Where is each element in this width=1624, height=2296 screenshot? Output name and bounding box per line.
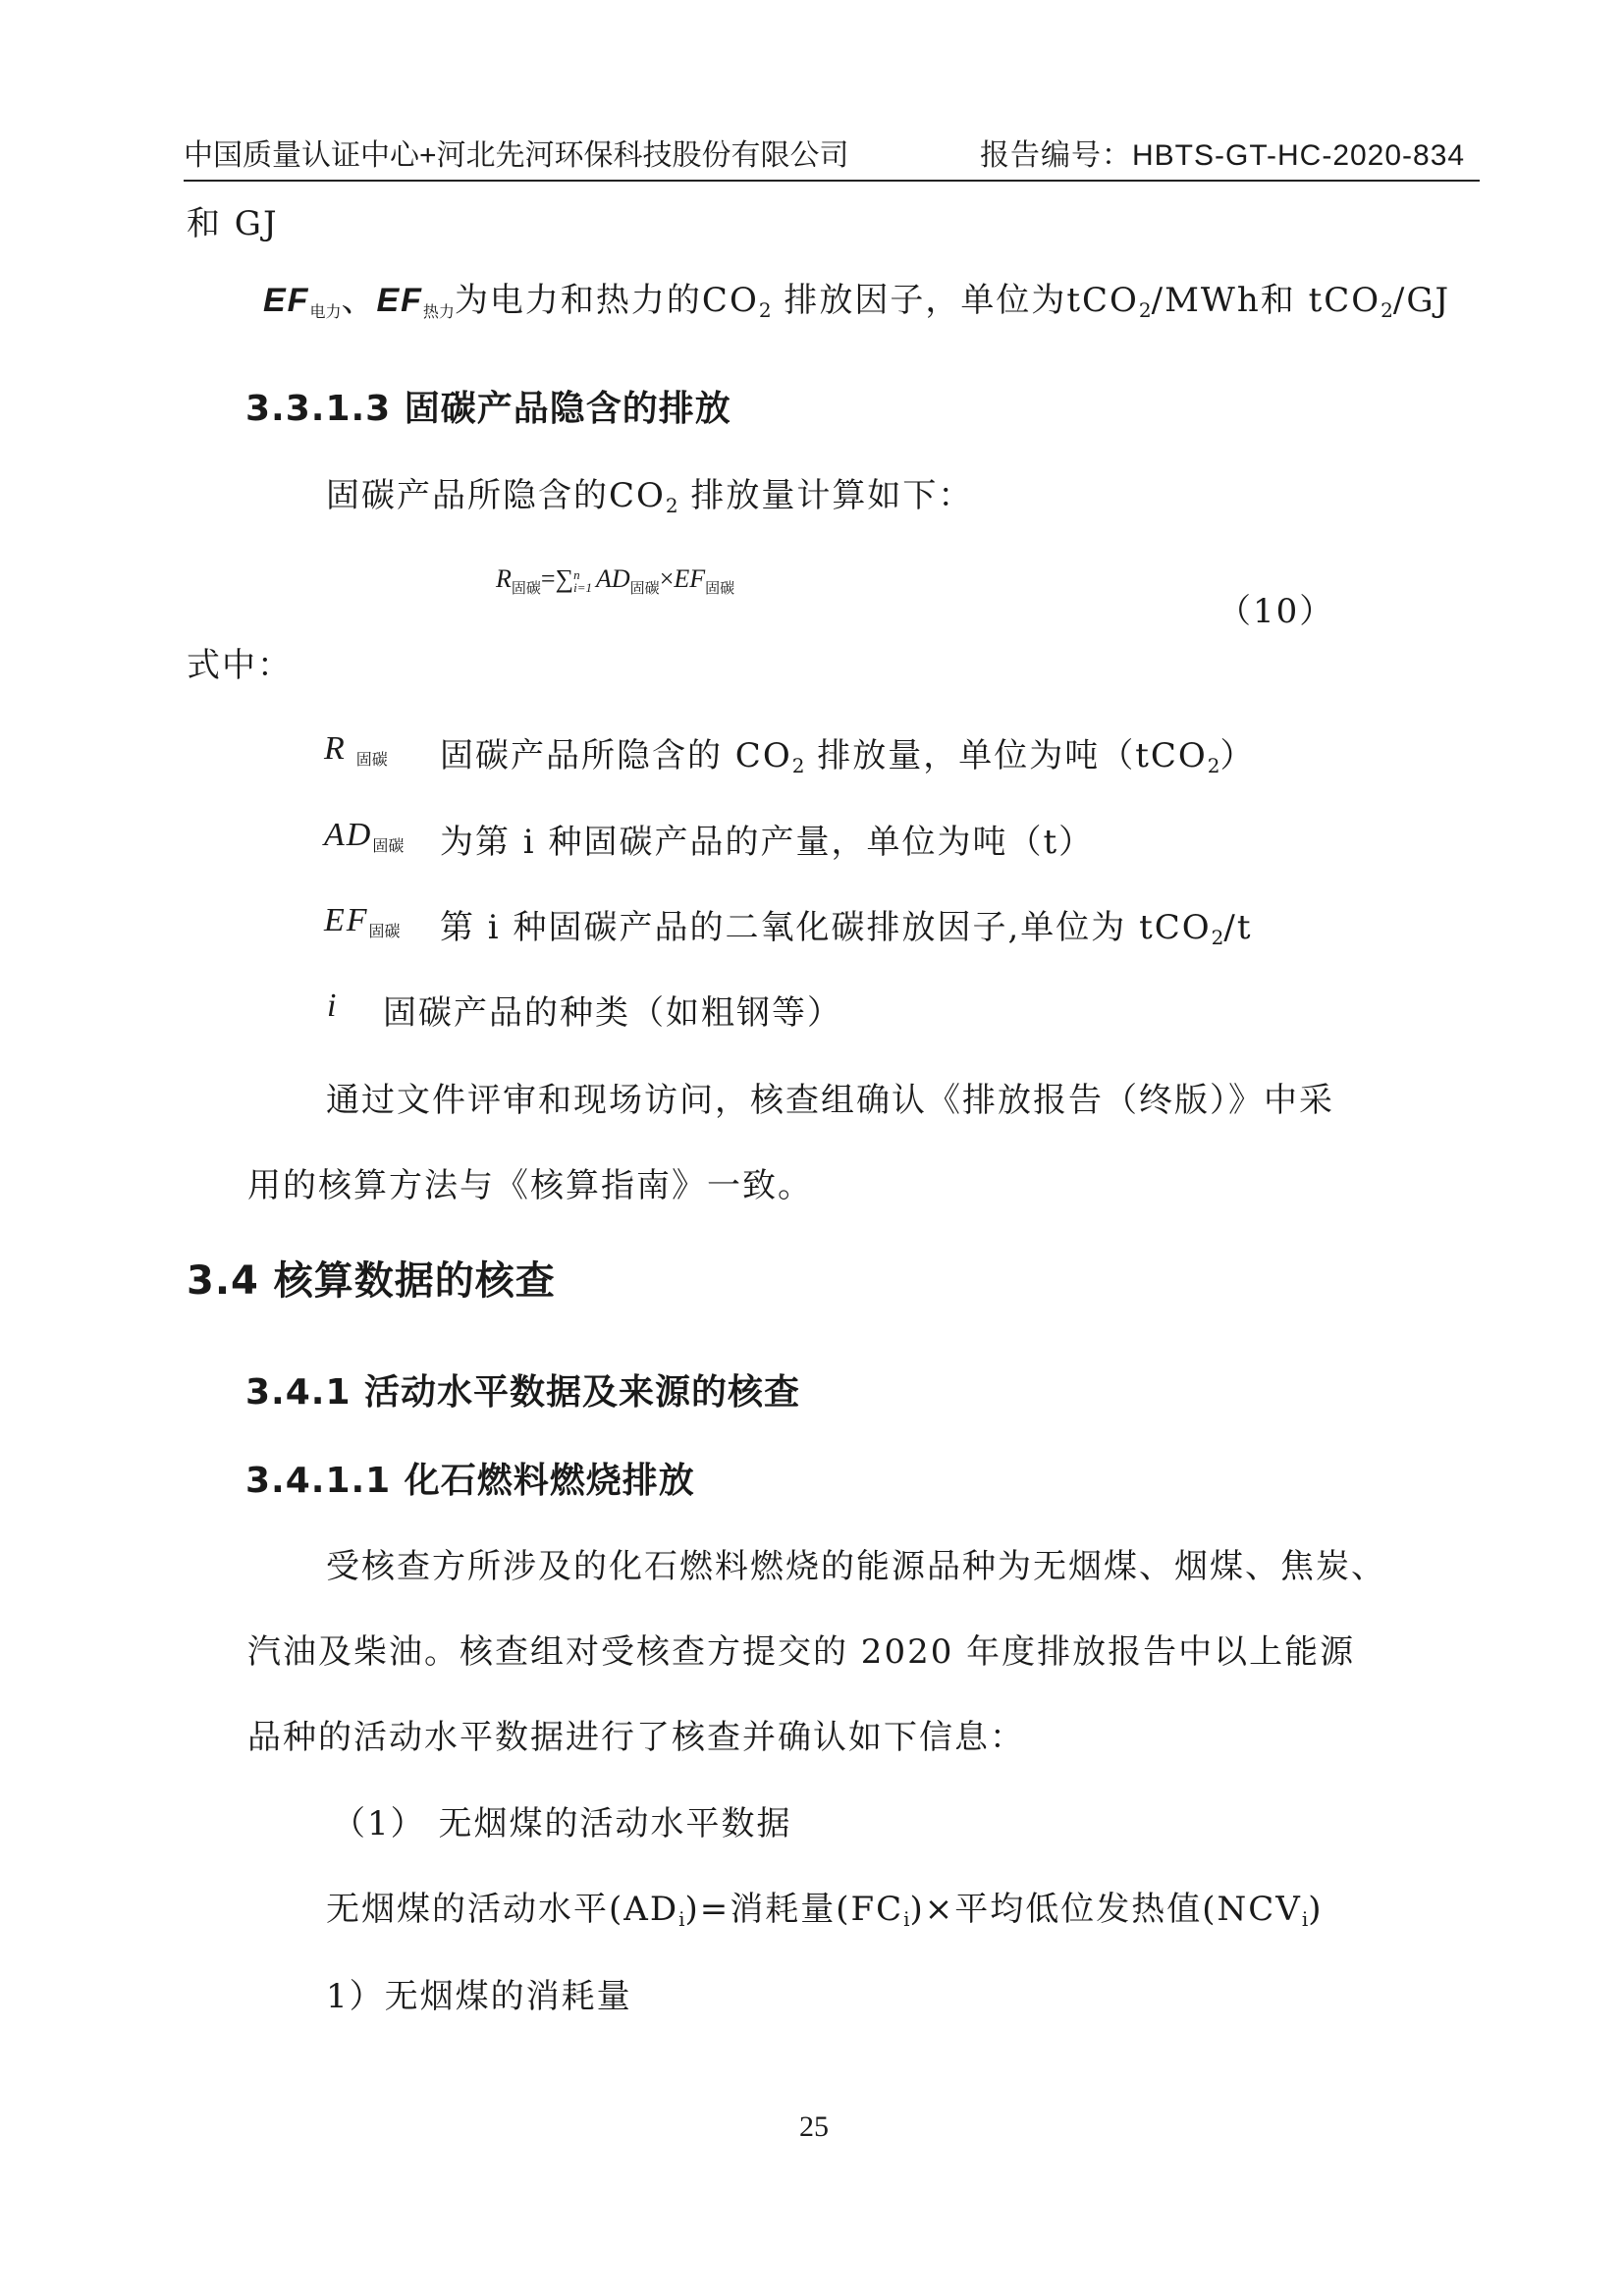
page-number: 25 xyxy=(799,2110,829,2143)
subscript-i: i xyxy=(903,1907,910,1931)
ef-symbol: EF xyxy=(376,282,423,319)
ef-text: 为电力和热力的CO xyxy=(454,281,759,320)
ad-text: )×平均低位发热值(NCV xyxy=(909,1890,1302,1929)
subscript-2: 2 xyxy=(1207,754,1220,777)
ef-text: 排放因子，单位为tCO xyxy=(771,281,1139,320)
ad-text: ) xyxy=(1308,1890,1324,1929)
def-text: ） xyxy=(1219,736,1256,775)
separator: 、 xyxy=(341,281,377,320)
formula-sum-lower: i=1 xyxy=(573,580,592,596)
subscript-i: i xyxy=(678,1907,685,1931)
def-text: /t xyxy=(1223,908,1253,947)
formula-EF: EF xyxy=(674,564,706,593)
formula-R-sub: 固碳 xyxy=(511,581,541,597)
header-org: 中国质量认证中心+河北先河环保科技股份有限公司 xyxy=(184,139,849,172)
formula-EF-sub: 固碳 xyxy=(705,581,735,597)
section-heading-3-4: 3.4 核算数据的核查 xyxy=(187,1258,556,1304)
subscript-2: 2 xyxy=(1211,926,1224,949)
activity-level-formula xyxy=(326,1882,1324,1931)
subscript-2: 2 xyxy=(665,494,678,517)
intro-text: 固碳产品所隐含的CO xyxy=(326,476,666,515)
section-heading-3-4-1-1: 3.4.1.1 化石燃料燃烧排放 xyxy=(245,1461,695,1501)
def-subscript: 固碳 xyxy=(355,750,388,769)
header-rule xyxy=(184,180,1480,182)
list-item-1: （1） 无烟煤的活动水平数据 xyxy=(332,1804,792,1843)
ef-text: /GJ xyxy=(1392,281,1451,320)
paragraph-line: 品种的活动水平数据进行了核查并确认如下信息： xyxy=(247,1718,1025,1757)
ef-symbol: EF xyxy=(263,282,310,319)
def-symbol: i xyxy=(327,988,339,1024)
formula-intro xyxy=(326,468,973,517)
def-symbol: EF xyxy=(324,902,369,938)
definition-AD xyxy=(324,815,404,856)
intro-text: 排放量计算如下： xyxy=(677,476,974,515)
def-text: 固碳产品所隐含的 CO xyxy=(440,736,792,775)
definition-EF xyxy=(324,900,401,941)
definition-R-text xyxy=(440,728,1256,777)
def-subscript: 固碳 xyxy=(372,836,405,855)
def-text: 第 i 种固碳产品的二氧化碳排放因子,单位为 tCO xyxy=(440,908,1212,947)
formula-sum-limits xyxy=(573,568,592,594)
formula-AD-sub: 固碳 xyxy=(629,581,660,597)
subscript-2: 2 xyxy=(1138,298,1152,322)
section-heading-3-3-1-3: 3.3.1.3 固碳产品隐含的排放 xyxy=(245,389,731,429)
subscript-i: i xyxy=(1301,1907,1309,1931)
formula-AD: AD xyxy=(596,564,630,593)
formula-R: R xyxy=(496,564,512,593)
formula-times: × xyxy=(659,564,675,593)
header-report-number: 报告编号：HBTS-GT-HC-2020-834 xyxy=(980,139,1466,172)
subscript-2: 2 xyxy=(758,298,772,322)
text-line-gj: 和 GJ xyxy=(187,204,279,243)
paragraph-line: 受核查方所涉及的化石燃料燃烧的能源品种为无烟煤、烟煤、焦炭、 xyxy=(326,1547,1386,1586)
formula-10 xyxy=(496,564,734,598)
definition-AD-text: 为第 i 种固碳产品的产量，单位为吨（t） xyxy=(440,823,1095,862)
formula-sum: =∑ xyxy=(540,564,574,593)
ad-text: 无烟煤的活动水平(AD xyxy=(326,1890,679,1929)
def-symbol: AD xyxy=(324,817,373,853)
sub-item-1: 1）无烟煤的消耗量 xyxy=(326,1977,632,2016)
formula-number: （10） xyxy=(1218,592,1335,631)
paragraph-line: 汽油及柴油。核查组对受核查方提交的 2020 年度排放报告中以上能源 xyxy=(247,1632,1356,1672)
subscript-2: 2 xyxy=(1380,298,1393,322)
def-text: 排放量，单位为吨（tCO xyxy=(804,736,1208,775)
subscript-2: 2 xyxy=(791,754,805,777)
paragraph-line: 用的核算方法与《核算指南》一致。 xyxy=(247,1166,813,1205)
section-heading-3-4-1: 3.4.1 活动水平数据及来源的核查 xyxy=(245,1372,801,1413)
definition-EF-text xyxy=(440,900,1253,949)
definition-i xyxy=(327,986,338,1025)
definition-R xyxy=(324,728,388,770)
definition-i-text: 固碳产品的种类（如粗钢等） xyxy=(383,993,842,1033)
paragraph-line: 通过文件评审和现场访问，核查组确认《排放报告（终版）》中采 xyxy=(326,1081,1334,1120)
ef-text: /MWh和 tCO xyxy=(1151,281,1381,320)
ef-subscript: 热力 xyxy=(422,302,455,321)
ad-text: )=消耗量(FC xyxy=(684,1890,904,1929)
where-label: 式中： xyxy=(187,646,293,685)
formula-sum-upper: n xyxy=(573,567,580,583)
ef-subscript: 电力 xyxy=(309,302,342,321)
ef-definition-line xyxy=(263,273,1450,322)
def-symbol: R xyxy=(324,730,347,767)
def-subscript: 固碳 xyxy=(368,922,401,940)
